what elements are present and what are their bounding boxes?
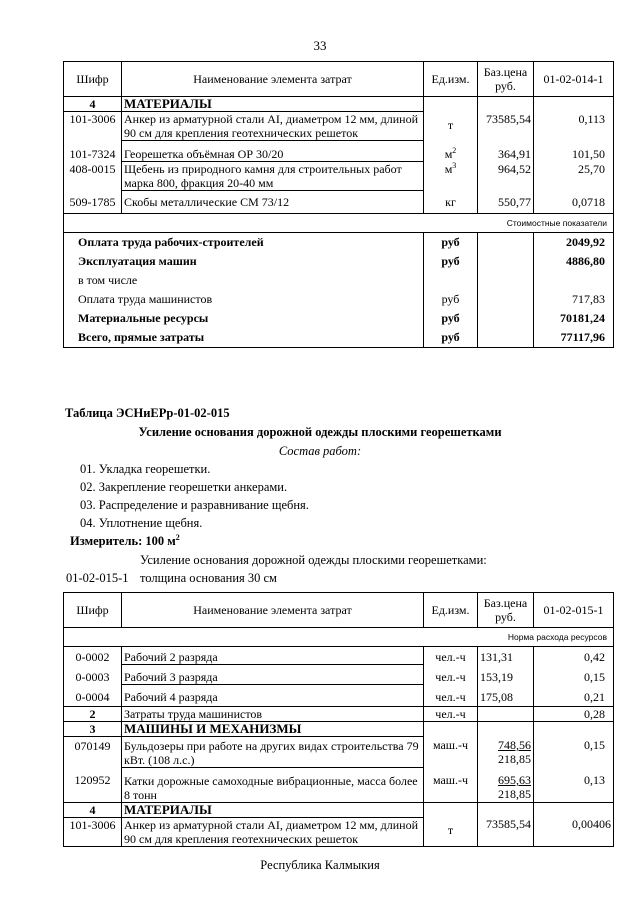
summary-unit: руб [424,290,478,309]
row-code: 070149 [64,736,122,767]
row-price: 153,19 [478,665,534,685]
summary-label: Оплата труда рабочих-строителей [64,232,424,252]
row-unit: маш.-ч [424,767,478,802]
row-value: 101,50 [534,141,614,162]
header-column-code: 01-02-014-1 [534,62,614,97]
row-value: 0,42 [534,647,614,665]
section-row [64,721,614,736]
section-title: МАТЕРИАЛЫ [122,802,424,817]
work-item: 02. Закрепление георешетки анкерами. [80,480,288,494]
cost-indicators-subheader: Стоимостные показатели [64,213,614,232]
summary-row [64,328,614,348]
row-name: Щебень из природного камня для строительных работ марка 800, фракция 20-40 мм [122,162,424,191]
row-unit: кг [424,191,478,214]
header-code: Шифр [64,593,122,628]
header-column-code: 01-02-015-1 [534,593,614,628]
summary-unit: руб [424,328,478,348]
work-item: 01. Укладка георешетки. [80,462,211,476]
row-price: 73585,54 [478,112,534,141]
row-value: 0,113 [534,112,614,141]
row-value: 25,70 [534,162,614,191]
summary-row [64,232,614,252]
work-item: 03. Распределение и разравнивание щебня. [80,498,309,512]
description-line: Усиление основания дорожной одежды плоскими георешетками: [140,553,487,567]
operator-price: 218,85 [498,787,531,801]
work-composition-title: Состав работ: [278,444,362,458]
row-code: 101-3006 [64,112,122,141]
row-value: 0,15 [534,665,614,685]
description-code: 01-02-015-1 [66,571,129,585]
section-title: МАТЕРИАЛЫ [122,97,424,112]
section-row [64,97,614,112]
row-code: 120952 [64,767,122,802]
summary-row [64,309,614,328]
row-price: 364,91 [478,141,534,162]
footer-region: Республика Калмыкия [260,858,380,872]
table-row [64,767,614,802]
row-code: 0-0003 [64,665,122,685]
row-value: 0,15 [534,736,614,767]
summary-label: Эксплуатация машин [64,252,424,271]
header-code: Шифр [64,62,122,97]
row-unit: т [424,112,478,141]
page-number: 33 [313,38,327,53]
row-name: Рабочий 3 разряда [122,665,424,685]
row-code: 509-1785 [64,191,122,214]
header-unit: Ед.изм. [424,593,478,628]
table-row [64,736,614,767]
row-value: 0,28 [534,706,614,721]
summary-unit: руб [424,309,478,328]
table-row [64,665,614,685]
measure-unit: Измеритель: 100 $м^2$ [70,532,180,548]
row-name: Катки дорожные самоходные вибрационные, масса более 8 тонн [122,767,424,802]
machine-price: 695,63 [498,773,531,787]
row-value: 0,00406 [534,817,614,846]
summary-label: Всего, прямые затраты [64,328,424,348]
table-row [64,647,614,665]
header-name: Наименование элемента затрат [122,593,424,628]
row-name: Рабочий 4 разряда [122,685,424,707]
table-row [64,191,614,214]
table-row [64,162,614,191]
work-item: 04. Уплотнение щебня. [80,516,203,530]
row-price: 73585,54 [478,817,534,846]
row-unit: чел.-ч [424,706,478,721]
operator-price: 218,85 [498,752,531,766]
cost-table-01-02-014 [63,61,614,348]
header-price: Баз.цена руб. [478,593,534,628]
summary-label: Материальные ресурсы [64,309,424,328]
summary-value: 4886,80 [534,252,614,271]
section-number: 4 [64,97,122,112]
summary-value: 70181,24 [534,309,614,328]
section-number: 3 [64,721,122,736]
section-title: МАШИНЫ И МЕХАНИЗМЫ [122,721,424,736]
row-price: 550,77 [478,191,534,214]
table-row [64,112,614,141]
summary-value: 77117,96 [534,328,614,348]
row-name: Затраты труда машинистов [122,706,424,721]
row-unit: $м^2$ [424,141,478,162]
summary-label: в том числе [64,271,424,290]
section-row [64,802,614,817]
summary-label: Оплата труда машинистов [64,290,424,309]
row-code: 101-3006 [64,817,122,846]
row-name: Скобы металлические СМ 73/12 [122,191,424,214]
row-price: 131,31 [478,647,534,665]
row-price [478,767,534,802]
row-price [478,736,534,767]
resource-norm-subheader: Норма расхода ресурсов [64,628,614,647]
machine-price: 748,56 [498,738,531,752]
row-name: Анкер из арматурной стали AI, диаметром 12 мм, длиной 90 см для крепления геотехнических решеток [122,817,424,846]
section-number: 4 [64,802,122,817]
summary-value: 717,83 [534,290,614,309]
row-code: 0-0002 [64,647,122,665]
table-row [64,141,614,162]
row-code: 0-0004 [64,685,122,707]
summary-row [64,290,614,309]
row-value: 0,0718 [534,191,614,214]
row-unit: чел.-ч [424,685,478,707]
row-name: Рабочий 2 разряда [122,647,424,665]
row-unit: чел.-ч [424,647,478,665]
summary-unit: руб [424,232,478,252]
row-unit: т [424,817,478,846]
row-unit: чел.-ч [424,665,478,685]
row-price: 964,52 [478,162,534,191]
operator-labor-row [64,706,614,721]
row-value: 0,13 [534,767,614,802]
table-title: Таблица ЭСНиЕРр-01-02-015 [65,406,230,420]
header-price: Баз.цена руб. [478,62,534,97]
row-name: Анкер из арматурной стали AI, диаметром 12 мм, длиной 90 см для крепления геотехнических решеток [122,112,424,141]
summary-unit: руб [424,252,478,271]
table-subtitle: Усиление основания дорожной одежды плоскими георешетками [138,425,502,439]
summary-row [64,252,614,271]
description-thickness: толщина основания 30 см [140,571,277,585]
row-code: 101-7324 [64,141,122,162]
table-row [64,685,614,707]
row-unit: $м^3$ [424,162,478,191]
table-row [64,817,614,846]
row-name: Георешетка объёмная ОР 30/20 [122,141,424,162]
header-name: Наименование элемента затрат [122,62,424,97]
row-value: 0,21 [534,685,614,707]
row-unit: маш.-ч [424,736,478,767]
summary-value: 2049,92 [534,232,614,252]
summary-row [64,271,614,290]
row-code: 408-0015 [64,162,122,191]
row-code: 2 [64,706,122,721]
cost-table-01-02-015 [63,592,614,847]
row-price: 175,08 [478,685,534,707]
row-name: Бульдозеры при работе на других видах строительства 79 кВт. (108 л.с.) [122,736,424,767]
header-unit: Ед.изм. [424,62,478,97]
